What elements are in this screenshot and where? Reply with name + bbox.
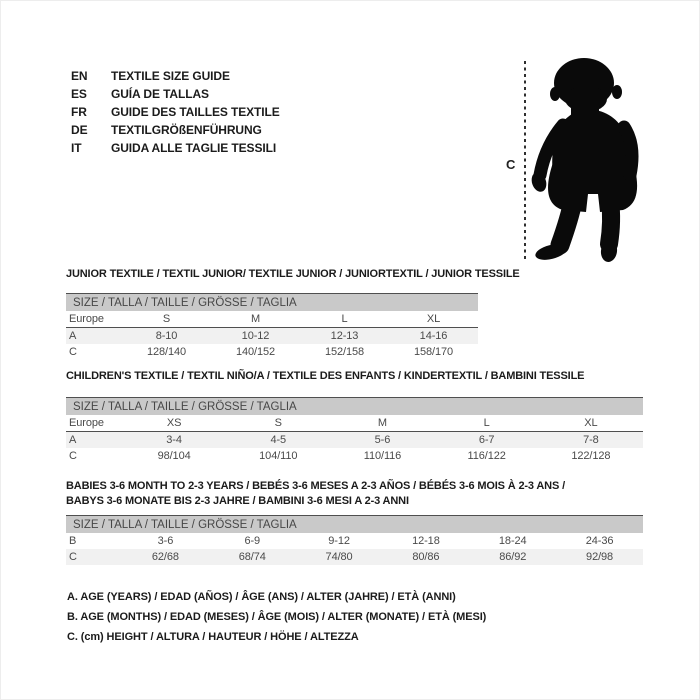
size-cell: 7-8 bbox=[539, 432, 643, 449]
legend-note: C. (cm) HEIGHT / ALTURA / HAUTEUR / HÖHE / ALTEZZA bbox=[67, 631, 359, 643]
size-cell: 68/74 bbox=[209, 549, 296, 565]
size-cell: 14-16 bbox=[389, 328, 478, 345]
language-label: TEXTILGRÖßENFÜHRUNG bbox=[111, 123, 262, 137]
size-cell: XL bbox=[389, 311, 478, 328]
language-label: GUIDE DES TAILLES TEXTILE bbox=[111, 105, 280, 119]
language-item-de bbox=[71, 121, 280, 139]
size-header-row bbox=[66, 516, 643, 534]
size-cell: 12-18 bbox=[412, 535, 440, 547]
language-label: GUIDA ALLE TAGLIE TESSILI bbox=[111, 141, 277, 155]
size-cell: 6-7 bbox=[435, 432, 539, 449]
size-cell: 10-12 bbox=[211, 328, 300, 345]
legend-note: B. AGE (MONTHS) / EDAD (MESES) / ÂGE (MOIS) / ALTER (MONATE) / ETÀ (MESI) bbox=[67, 611, 487, 623]
section-title: JUNIOR TEXTILE / TEXTIL JUNIOR/ TEXTILE JUNIOR / JUNIORTEXTIL / JUNIOR TESSILE bbox=[66, 268, 520, 280]
size-section-1 bbox=[66, 369, 643, 464]
language-item-it bbox=[71, 139, 280, 157]
height-measure-label: C bbox=[506, 157, 516, 172]
size-cell: 74/80 bbox=[296, 549, 383, 565]
language-code: IT bbox=[71, 141, 82, 155]
size-cell: 128/140 bbox=[146, 346, 187, 358]
size-section-2 bbox=[66, 479, 643, 565]
size-cell: S bbox=[122, 311, 211, 328]
size-cell: 80/86 bbox=[382, 549, 469, 565]
size-cell: M bbox=[330, 415, 434, 432]
row-label: C bbox=[69, 346, 77, 358]
size-cell: 116/122 bbox=[467, 450, 506, 462]
size-cell: M bbox=[211, 311, 300, 328]
size-cell: 86/92 bbox=[469, 549, 556, 565]
table-row bbox=[66, 311, 478, 328]
language-code: ES bbox=[71, 87, 87, 101]
language-item-fr bbox=[71, 103, 280, 121]
size-table bbox=[66, 293, 478, 360]
section-title: CHILDREN'S TEXTILE / TEXTIL NIÑO/A / TEXTILE DES ENFANTS / KINDERTEXTIL / BAMBINI TESSILE bbox=[66, 370, 585, 382]
table-row bbox=[66, 533, 643, 549]
toddler-silhouette-icon bbox=[529, 51, 664, 266]
size-cell: 110/116 bbox=[363, 450, 402, 462]
size-cell: 92/98 bbox=[556, 549, 643, 565]
legend-notes bbox=[67, 587, 486, 647]
size-header-row bbox=[66, 294, 478, 312]
size-header-bar: SIZE / TALLA / TAILLE / GRÖSSE / TAGLIA bbox=[66, 294, 478, 312]
row-label: Europe bbox=[66, 311, 122, 328]
row-label: C bbox=[69, 450, 77, 462]
size-cell: L bbox=[435, 415, 539, 432]
table-row bbox=[66, 344, 478, 360]
size-cell: 122/128 bbox=[571, 450, 611, 462]
size-header-bar: SIZE / TALLA / TAILLE / GRÖSSE / TAGLIA bbox=[66, 398, 643, 416]
size-cell: 62/68 bbox=[122, 549, 209, 565]
section-title: BABIES 3-6 MONTH TO 2-3 YEARS / BEBÉS 3-6 MESES A 2-3 AÑOS / BÉBÉS 3-6 MOIS À 2-3 ANS / BABYS 3-6 MONATE BIS 2-3 JAHRE / BAMBINI 3-6 MESI A 2-3 ANNI bbox=[66, 480, 565, 507]
row-label: A bbox=[66, 328, 122, 345]
size-cell: XL bbox=[539, 415, 643, 432]
legend-note: A. AGE (YEARS) / EDAD (AÑOS) / ÂGE (ANS) / ALTER (JAHRE) / ETÀ (ANNI) bbox=[67, 591, 456, 603]
size-cell: 152/158 bbox=[324, 346, 365, 358]
row-label: Europe bbox=[66, 415, 122, 432]
size-cell: 3-4 bbox=[122, 432, 226, 449]
size-cell: 12-13 bbox=[300, 328, 389, 345]
table-row bbox=[66, 432, 643, 449]
language-code: EN bbox=[71, 69, 88, 83]
language-label: TEXTILE SIZE GUIDE bbox=[111, 69, 230, 83]
size-section-0 bbox=[66, 267, 520, 360]
size-cell: 8-10 bbox=[122, 328, 211, 345]
size-cell: 18-24 bbox=[498, 535, 527, 547]
size-table bbox=[66, 515, 643, 565]
row-label: C bbox=[66, 549, 122, 565]
size-cell: 140/152 bbox=[235, 346, 276, 358]
height-measure-dashed-line bbox=[524, 61, 526, 260]
size-header-row bbox=[66, 398, 643, 416]
size-cell: S bbox=[226, 415, 330, 432]
table-row bbox=[66, 415, 643, 432]
size-cell: 6-9 bbox=[244, 535, 261, 547]
size-cell: 158/170 bbox=[413, 346, 454, 358]
size-cell: 24-36 bbox=[585, 535, 614, 547]
size-header-bar: SIZE / TALLA / TAILLE / GRÖSSE / TAGLIA bbox=[66, 516, 643, 534]
size-table bbox=[66, 397, 643, 464]
language-item-es bbox=[71, 85, 280, 103]
size-cell: XS bbox=[122, 415, 226, 432]
language-item-en bbox=[71, 67, 280, 85]
table-row bbox=[66, 328, 478, 345]
size-cell: L bbox=[300, 311, 389, 328]
language-code: DE bbox=[71, 123, 88, 137]
size-cell: 5-6 bbox=[330, 432, 434, 449]
row-label: A bbox=[66, 432, 122, 449]
language-label: GUÍA DE TALLAS bbox=[111, 87, 209, 101]
language-code: FR bbox=[71, 105, 87, 119]
size-cell: 3-6 bbox=[157, 535, 174, 547]
table-row bbox=[66, 448, 643, 464]
row-label: B bbox=[69, 535, 77, 547]
size-cell: 98/104 bbox=[157, 450, 191, 462]
size-cell: 4-5 bbox=[226, 432, 330, 449]
size-cell: 104/110 bbox=[259, 450, 298, 462]
table-row bbox=[66, 549, 643, 565]
size-cell: 9-12 bbox=[328, 535, 350, 547]
language-list bbox=[71, 67, 280, 157]
